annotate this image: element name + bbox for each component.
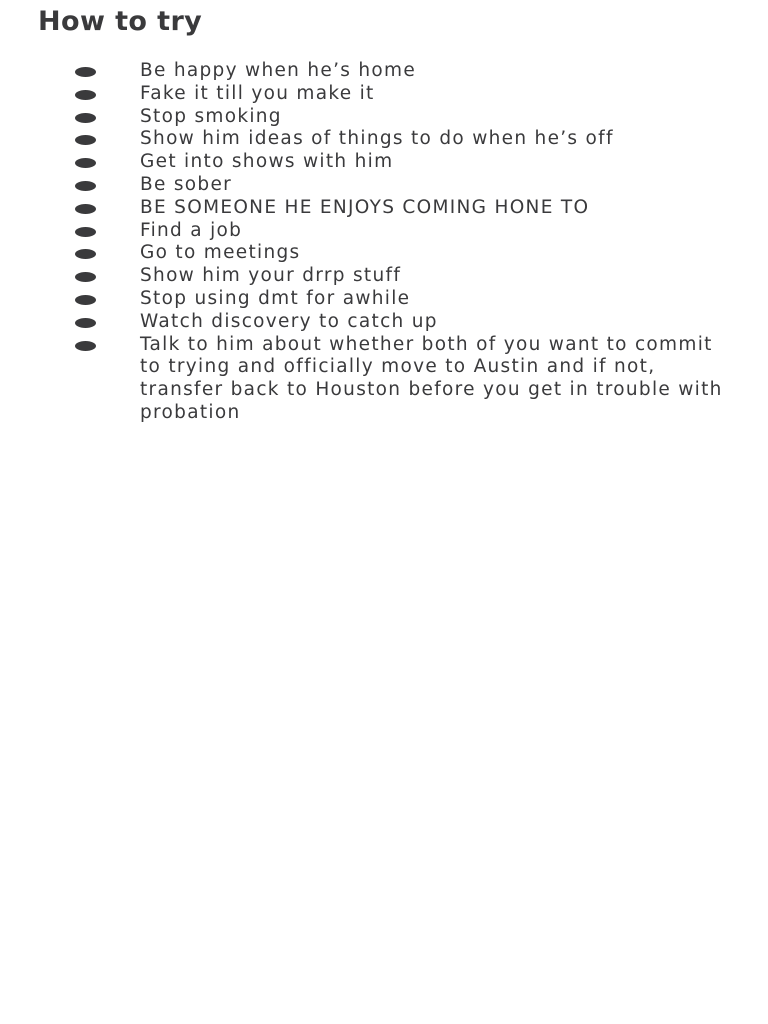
list-item-text: Talk to him about whether both of you want to commit to trying and officially move to Austin and if not, transfer back to Houston before you get in trouble with probation bbox=[140, 333, 723, 423]
list-item[interactable] bbox=[0, 265, 768, 288]
bullet-dot-icon bbox=[75, 249, 96, 259]
list-item-text: Be sober bbox=[140, 173, 233, 195]
list-item[interactable] bbox=[0, 311, 768, 334]
list-item[interactable] bbox=[0, 60, 768, 83]
bullet-dot-icon bbox=[75, 295, 96, 305]
list-item-text: Show him your drrp stuff bbox=[140, 265, 402, 287]
bullet-dot-icon bbox=[75, 113, 96, 123]
note-title[interactable]: How to try bbox=[38, 6, 203, 37]
bullet-dot-icon bbox=[75, 67, 96, 77]
list-item[interactable] bbox=[0, 83, 768, 106]
list-item-text: Be happy when he’s home bbox=[140, 60, 417, 81]
list-item-text: Fake it till you make it bbox=[140, 82, 375, 104]
list-item[interactable] bbox=[0, 334, 768, 425]
list-item[interactable] bbox=[0, 174, 768, 197]
list-item-text: Stop smoking bbox=[140, 105, 282, 127]
bullet-dot-icon bbox=[75, 90, 96, 100]
bullet-dot-icon bbox=[75, 135, 96, 145]
bullet-list bbox=[0, 60, 768, 425]
list-item[interactable] bbox=[0, 242, 768, 265]
list-item-text: Show him ideas of things to do when he’s off bbox=[140, 128, 614, 150]
list-item-text: Find a job bbox=[140, 219, 243, 241]
bullet-dot-icon bbox=[75, 158, 96, 168]
list-item[interactable] bbox=[0, 197, 768, 220]
bullet-dot-icon bbox=[75, 272, 96, 282]
list-item-text: Go to meetings bbox=[140, 242, 301, 264]
bullet-dot-icon bbox=[75, 181, 96, 191]
bullet-dot-icon bbox=[75, 227, 96, 237]
list-item-text: Get into shows with him bbox=[140, 151, 394, 173]
list-item[interactable] bbox=[0, 151, 768, 174]
list-item-text: BE SOMEONE HE ENJOYS COMING HONE TO bbox=[140, 196, 590, 218]
list-item[interactable] bbox=[0, 128, 768, 151]
list-item[interactable] bbox=[0, 288, 768, 311]
bullet-dot-icon bbox=[75, 204, 96, 214]
list-item[interactable] bbox=[0, 106, 768, 129]
list-item-text: Stop using dmt for awhile bbox=[140, 287, 411, 309]
bullet-dot-icon bbox=[75, 341, 96, 351]
list-item[interactable] bbox=[0, 220, 768, 243]
bullet-dot-icon bbox=[75, 318, 96, 328]
list-item-text: Watch discovery to catch up bbox=[140, 310, 438, 332]
